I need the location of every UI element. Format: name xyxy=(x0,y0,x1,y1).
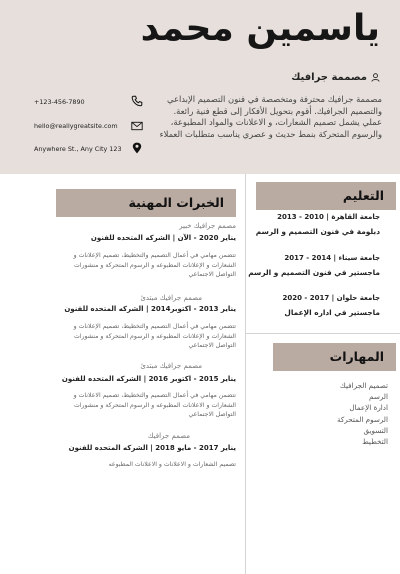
skills-list xyxy=(337,380,388,447)
experience-role: مصمم جرافيك مبتدئ xyxy=(140,294,202,302)
job-title-text: مصممة جرافيك xyxy=(291,72,367,83)
experience-role: مصمم جرافيك خبير xyxy=(179,222,236,230)
education-school: جامعة القاهرة | 2010 - 2013 xyxy=(277,213,380,221)
skill-item: التسويق xyxy=(363,425,388,435)
education-degree: ماجستير في اداره الإعمال xyxy=(284,308,380,317)
phone-number: +123-456-7890 xyxy=(34,98,85,106)
experience-description: تصميم الشعارات و الاعلانات و الاعلانات المطبوعه xyxy=(108,461,236,468)
job-title xyxy=(291,72,380,83)
experience-description: تتضمن مهامي في أعمال التصميم والتخطيط، تصميم الاعلانات و الشعارات و الاعلانات المطبوعه و الرسوم المتحركة و منشورات التواصل الاجتماعي xyxy=(73,392,236,419)
phone-icon xyxy=(131,95,143,107)
experience-period: يناير 2020 - الآن | الشركه المتحده للفنون xyxy=(90,234,236,242)
experience-role: مصمم جرافيك مبتدئ xyxy=(140,362,202,370)
skill-item: تصميم الجرافيك xyxy=(339,381,388,390)
skills-heading: المهارات xyxy=(273,343,396,371)
skill-item: الرسم xyxy=(369,392,388,402)
skill-item: التخطيط xyxy=(362,437,388,447)
experience-description: تتضمن مهامي في أعمال التصميم والتخطيط، تصميم الإعلانات و الشعارات و الإعلانات المطبوعه و الرسوم المتحركة و منشورات التواصل الاجتماعي xyxy=(73,252,236,279)
education-degree: ماجستير في فنون التصميم و الرسم xyxy=(248,268,380,277)
education-heading: التعليم xyxy=(256,182,396,210)
experience-role: مصمم جرافيك xyxy=(147,432,190,440)
education-school: جامعة سيناء | 2014 - 2017 xyxy=(284,254,380,262)
experience-period: يناير 2015 - اكتوبر 2016 | الشركه المتحده للفنون xyxy=(61,375,236,383)
email-address: hello@reallygreatsite.com xyxy=(34,122,118,130)
section-divider xyxy=(245,333,400,334)
experience-description: تتضمن مهامي في أعمال التصميم والتخطيط، تصميم الإعلانات و الشعارات و الإعلانات المطبوعه و الرسوم المتحركة و منشورات التواصل الاجتماعي xyxy=(73,323,236,350)
education-degree: دبلومة في فنون التصميم و الرسم xyxy=(255,227,380,236)
experience-period: يناير 2013 - اكتوبر2014 | الشركه المتحده للفنون xyxy=(64,305,236,313)
location-pin-icon xyxy=(131,142,143,154)
experience-heading: الخبرات المهنية xyxy=(56,189,236,217)
street-address: Anywhere St., Any City 123 xyxy=(34,145,122,153)
column-divider xyxy=(245,174,246,574)
envelope-icon xyxy=(131,120,143,132)
person-name: ياسمين محمد xyxy=(140,8,380,49)
skill-item: الرسوم المتحركة xyxy=(336,414,388,424)
skill-item: ادارة الإعمال xyxy=(349,403,388,413)
education-school: جامعة حلوان | 2017 - 2020 xyxy=(282,294,380,302)
person-icon xyxy=(371,73,380,82)
experience-period: يناير 2017 - مايو 2018 | الشركه المتحده للفنون xyxy=(68,444,236,452)
profile-summary: مصممة جرافيك محترفة ومتخصصة في فنون التصميم الإبداعي والتصميم الجرافيك. أقوم بتحويل الأفكار إلى قطع فنية رائعة. عملي يشمل تصميم الشعارات، و الاعلانات والمواد المطبوعة، والرسوم المتحركة بنمط حديث و عصري يناسب متطلبات العملاء xyxy=(159,94,382,139)
